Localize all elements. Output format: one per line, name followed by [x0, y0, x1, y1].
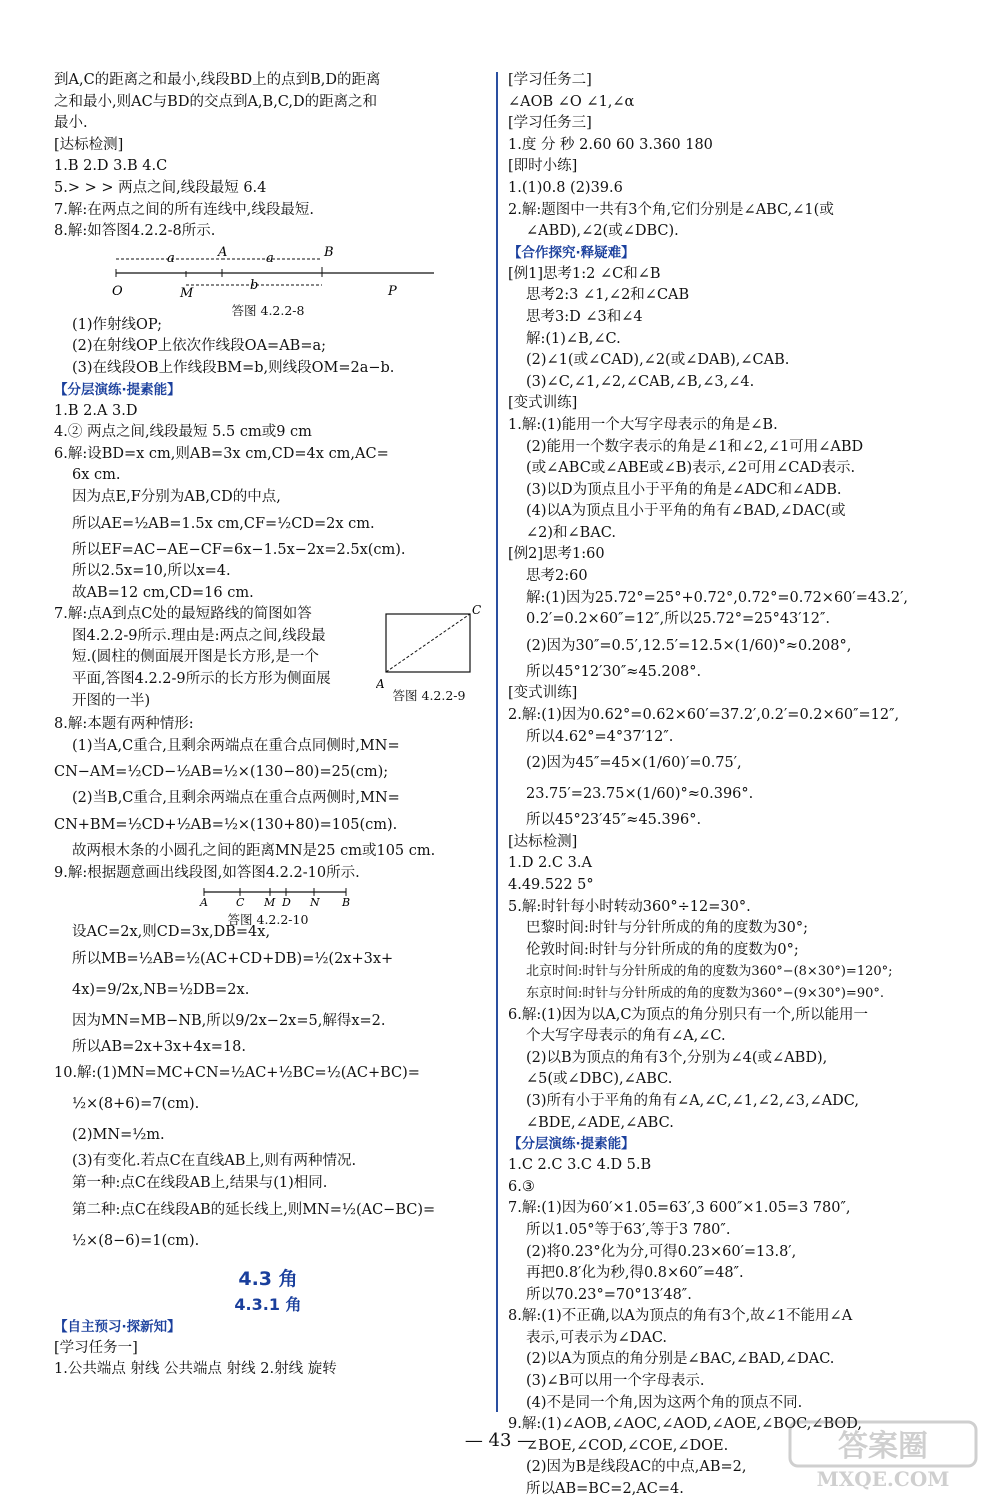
- answer-line: (2)能用一个数字表示的角是∠1和∠2,∠1可用∠ABD: [526, 438, 864, 455]
- example-line: 思考2:60: [526, 568, 588, 585]
- answer-line: (2)因为45″=45×(1/60)′=0.75′,: [526, 755, 742, 772]
- example-line: [例2]思考1:60: [508, 546, 605, 563]
- answer-line: 2.解:题图中一共有3个角,它们分别是∠ABC,∠1(或: [508, 201, 834, 218]
- answer-line: 8.解:本题有两种情形:: [54, 716, 194, 733]
- answer-line: 东京时间:时针与分针所成的角的度数为360°−(9×30°)=90°.: [526, 985, 885, 1001]
- answer-line: 第二种:点C在线段AB的延长线上,则MN=½(AC−BC)=: [72, 1201, 436, 1218]
- subsection-label: [即时小练]: [508, 158, 578, 175]
- step-line: (3)在线段OB上作线段BM=b,则线段OM=2a−b.: [72, 359, 395, 376]
- answer-line: ½×(8−6)=1(cm).: [72, 1232, 200, 1249]
- figure-caption: 答图 4.2.2-9: [392, 688, 466, 704]
- answer-line: 5.> > > 两点之间,线段最短 6.4: [54, 179, 267, 196]
- answer-line: 6.解:设BD=x cm,则AB=3x cm,CD=4x cm,AC=: [54, 445, 389, 462]
- answer-line: 6.解:(1)因为以A,C为顶点的角分别只有一个,所以能用一: [508, 1006, 869, 1023]
- answer-line: 7.解:(1)因为60′×1.05=63′,3 600″×1.05=3 780″,: [508, 1200, 851, 1217]
- example-line: 思考3:D ∠3和∠4: [526, 308, 643, 325]
- text-line: 最小.: [54, 115, 88, 132]
- answer-line: 个大写字母表示的角有∠A,∠C.: [526, 1028, 726, 1045]
- example-line: 解:(1)∠B,∠C.: [526, 330, 621, 347]
- answer-line: (2)当B,C重合,且剩余两端点在重合点两侧时,MN=: [72, 790, 400, 807]
- answer-line: 1.B 2.D 3.B 4.C: [54, 158, 168, 175]
- right-column: [508, 70, 948, 1501]
- answer-line: (2)将0.23°化为分,可得0.23×60′=13.8′,: [526, 1243, 797, 1260]
- watermark-url: MXQE.COM: [816, 1467, 950, 1490]
- label-point-O: O: [112, 283, 123, 299]
- answer-line: 6.③: [508, 1178, 535, 1195]
- label-point-N: N: [310, 896, 320, 909]
- answer-line: 所以AB=BC=2,AC=4.: [526, 1481, 684, 1498]
- answer-line: 开图的一半): [72, 692, 151, 709]
- answer-line: 所以4.62°=4°37′12″.: [526, 728, 674, 745]
- answer-line: 第一种:点C在线段AB上,结果与(1)相同.: [72, 1175, 328, 1192]
- answer-line: ∠BDE,∠ADE,∠ABC.: [526, 1114, 674, 1131]
- answer-line: ∠BOE,∠COD,∠COE,∠DOE.: [526, 1437, 729, 1454]
- example-line: 所以45°12′30″≈45.208°.: [526, 663, 702, 680]
- section-header: 【自主预习·探新知】: [54, 1318, 181, 1335]
- section-header: 【合作探究·释疑难】: [508, 244, 635, 261]
- answer-line: 5.解:时针每小时转动360°÷12=30°.: [508, 898, 751, 915]
- example-line: 思考2:3 ∠1,∠2和∠CAB: [526, 287, 690, 304]
- answer-line: ∠ABD),∠2(或∠DBC).: [526, 223, 679, 240]
- section-title: 4.3 角: [238, 1267, 298, 1290]
- answer-line: 所以EF=AC−AE−CF=6x−1.5x−2x=2.5x(cm).: [72, 541, 406, 558]
- label-point-A: A: [376, 677, 385, 691]
- figure-4-2-2-8: [54, 244, 482, 318]
- answer-line: 因为点E,F分别为AB,CD的中点,: [72, 488, 281, 505]
- answer-line: CN−AM=½CD−½AB=½×(130−80)=25(cm);: [54, 764, 389, 781]
- answer-line: 图4.2.2-9所示.理由是:两点之间,线段最: [72, 627, 326, 644]
- figure-caption: 答图 4.2.2-10: [227, 912, 309, 928]
- left-column: [54, 70, 482, 1381]
- answer-line: (2)以B为顶点的角有3个,分别为∠4(或∠ABD),: [526, 1049, 828, 1066]
- answer-line: (3)有变化.若点C在直线AB上,则有两种情况.: [72, 1153, 357, 1170]
- subsection-label: [达标检测]: [508, 833, 578, 850]
- answer-line: 故两根木条的小圆孔之间的距离MN是25 cm或105 cm.: [72, 843, 436, 860]
- answer-line: (4)以A为顶点且小于平角的角有∠BAD,∠DAC(或: [526, 503, 846, 520]
- answer-line: ∠2)和∠BAC.: [526, 524, 616, 541]
- answer-line: 1.(1)0.8 (2)39.6: [508, 179, 623, 196]
- section-header: 【分层演练·提素能】: [508, 1136, 635, 1153]
- answer-line: 1.公共端点 射线 公共端点 射线 2.射线 旋转: [54, 1361, 337, 1378]
- answer-line: 6x cm.: [72, 467, 121, 484]
- subsection-title: 4.3.1 角: [234, 1294, 302, 1314]
- subsection-label: [学习任务二]: [508, 72, 592, 88]
- segment-diagram: [54, 245, 482, 299]
- answer-line: 1.度 分 秒 2.60 60 3.360 180: [508, 136, 713, 153]
- answer-line: CN+BM=½CD+½AB=½×(130+80)=105(cm).: [54, 817, 398, 834]
- label-point-C: C: [236, 896, 245, 909]
- subsection-label: [达标检测]: [54, 136, 124, 153]
- segment-diagram: [54, 886, 482, 908]
- label-point-A: A: [218, 244, 228, 260]
- answer-line: ∠AOB ∠O ∠1,∠α: [508, 93, 635, 110]
- answer-line: 9.解:(1)∠AOB,∠AOC,∠AOD,∠AOE,∠BOC,∠BOD,: [508, 1416, 862, 1433]
- label-point-A: A: [200, 896, 208, 909]
- answer-line: 7.解:在两点之间的所有连线中,线段最短.: [54, 201, 314, 218]
- answer-line: 北京时间:时针与分针所成的角的度数为360°−(8×30°)=120°;: [526, 964, 893, 980]
- answer-line: 短.(圆柱的侧面展开图是长方形,是一个: [72, 649, 319, 666]
- answer-line: ∠5(或∠DBC),∠ABC.: [526, 1071, 673, 1088]
- answer-line: 再把0.8′化为秒,得0.8×60″=48″.: [526, 1265, 744, 1282]
- answer-line: (2)以A为顶点的角分别是∠BAC,∠BAD,∠DAC.: [526, 1351, 835, 1368]
- answer-line: 所以70.23°=70°13′48″.: [526, 1286, 692, 1303]
- answer-line: 所以45°23′45″≈45.396°.: [526, 812, 702, 829]
- text-line: 之和最小,则AC与BD的交点到A,B,C,D的距离之和: [54, 93, 378, 110]
- watermark-text: 答案圈: [838, 1429, 928, 1464]
- example-line: (3)∠C,∠1,∠2,∠CAB,∠B,∠3,∠4.: [526, 373, 755, 390]
- answer-line: (2)MN=½m.: [72, 1127, 165, 1144]
- answer-line: (4)不是同一个角,因为这两个角的顶点不同.: [526, 1394, 803, 1411]
- label-point-D: D: [282, 896, 291, 909]
- figure-caption: 答图 4.2.2-8: [231, 302, 305, 318]
- label-point-B: B: [342, 896, 351, 909]
- answer-line: ½×(8+6)=7(cm).: [72, 1096, 200, 1113]
- answer-line: 所以AE=½AB=1.5x cm,CF=½CD=2x cm.: [72, 515, 375, 532]
- answer-line: 10.解:(1)MN=MC+CN=½AC+½BC=½(AC+BC)=: [54, 1065, 420, 1082]
- label-point-P: P: [388, 283, 397, 299]
- answer-line: 所以MB=½AB=½(AC+CD+DB)=½(2x+3x+: [72, 950, 394, 967]
- label-point-B: B: [324, 244, 334, 260]
- answer-line: 9.解:根据题意画出线段图,如答图4.2.2-10所示.: [54, 864, 360, 881]
- answer-line: 4.② 两点之间,线段最短 5.5 cm或9 cm: [54, 424, 312, 441]
- example-line: (2)∠1(或∠CAD),∠2(或∠DAB),∠CAB.: [526, 352, 790, 369]
- subsection-label: [学习任务一]: [54, 1339, 138, 1356]
- figure-4-2-2-10: [54, 886, 482, 928]
- label-a: a: [266, 250, 274, 266]
- answer-line: 1.D 2.C 3.A: [508, 855, 592, 872]
- subsection-label: [学习任务三]: [508, 115, 592, 132]
- answer-line: 因为MN=MB−NB,所以9/2x−2x=5,解得x=2.: [72, 1012, 386, 1029]
- answer-line: (3)以D为顶点且小于平角的角是∠ADC和∠ADB.: [526, 481, 842, 498]
- column-divider: [496, 72, 498, 1412]
- watermark-logo: [788, 1420, 978, 1490]
- answer-line: (或∠ABC或∠ABE或∠B)表示,∠2可用∠CAD表示.: [526, 460, 856, 477]
- answer-line: 1.解:(1)能用一个大写字母表示的角是∠B.: [508, 416, 778, 433]
- answer-line: 故AB=12 cm,CD=16 cm.: [72, 584, 254, 601]
- answer-line: 所以1.05°等于63′,等于3 780″.: [526, 1221, 731, 1238]
- answer-line: 所以2.5x=10,所以x=4.: [72, 563, 231, 580]
- label-point-C: C: [472, 604, 482, 618]
- answer-line: 表示,可表示为∠DAC.: [526, 1329, 668, 1346]
- answer-line: (1)当A,C重合,且剩余两端点在重合点同侧时,MN=: [72, 737, 400, 754]
- page-number: — 43 —: [464, 1430, 536, 1451]
- answer-line: 8.解:(1)不正确,以A为顶点的角有3个,故∠1不能用∠A: [508, 1308, 853, 1325]
- answer-line: 所以AB=2x+3x+4x=18.: [72, 1038, 246, 1055]
- answer-line: (3)所有小于平角的角有∠A,∠C,∠1,∠2,∠3,∠ADC,: [526, 1092, 859, 1109]
- section-header: 【分层演练·提素能】: [54, 381, 181, 398]
- example-line: 0.2′=0.2×60″=12″,所以25.72°=25°43′12″.: [526, 611, 831, 628]
- answer-line: 23.75′=23.75×(1/60)°≈0.396°.: [526, 786, 754, 803]
- text-line: 到A,C的距离之和最小,线段BD上的点到B,D的距离: [54, 72, 381, 88]
- answer-line: 平面,答图4.2.2-9所示的长方形为侧面展: [72, 671, 331, 688]
- answer-line: 设AC=2x,则CD=3x,DB=4x,: [72, 924, 271, 941]
- answer-line: 1.C 2.C 3.C 4.D 5.B: [508, 1157, 652, 1174]
- answer-line: (2)因为B是线段AC的中点,AB=2,: [526, 1459, 747, 1476]
- answer-line: 巴黎时间:时针与分针所成的角的度数为30°;: [526, 920, 808, 937]
- answer-line: 8.解:如答图4.2.2-8所示.: [54, 223, 216, 240]
- example-line: [例1]思考1:2 ∠C和∠B: [508, 265, 661, 282]
- answer-line: 伦敦时间:时针与分针所成的角的度数为0°;: [526, 941, 799, 958]
- answer-line: 4.49.522 5°: [508, 877, 594, 893]
- label-point-M: M: [264, 896, 276, 909]
- figure-4-2-2-9: [376, 604, 482, 704]
- answer-line: 1.B 2.A 3.D: [54, 402, 138, 419]
- answer-line: 7.解:点A到点C处的最短路线的简图如答: [54, 606, 312, 623]
- example-line: 解:(1)因为25.72°=25°+0.72°,0.72°=0.72×60′=43.2′,: [526, 589, 909, 606]
- q7-block: [54, 604, 482, 714]
- answer-line: 2.解:(1)因为0.62°=0.62×60′=37.2′,0.2′=0.2×60″=12″,: [508, 707, 900, 724]
- subsection-label: [变式训练]: [508, 685, 578, 702]
- rectangle-diagram: [376, 604, 482, 690]
- subsection-label: [变式训练]: [508, 395, 578, 412]
- answer-line: (3)∠B可以用一个字母表示.: [526, 1373, 705, 1390]
- label-point-M: M: [180, 285, 194, 299]
- example-line: (2)因为30″=0.5′,12.5′=12.5×(1/60)°≈0.208°,: [526, 637, 852, 654]
- step-line: (2)在射线OP上依次作线段OA=AB=a;: [72, 338, 326, 355]
- step-line: (1)作射线OP;: [72, 316, 163, 333]
- label-a: a: [167, 250, 175, 266]
- answer-line: 4x)=9/2x,NB=½DB=2x.: [72, 981, 250, 998]
- label-b: b: [250, 277, 259, 293]
